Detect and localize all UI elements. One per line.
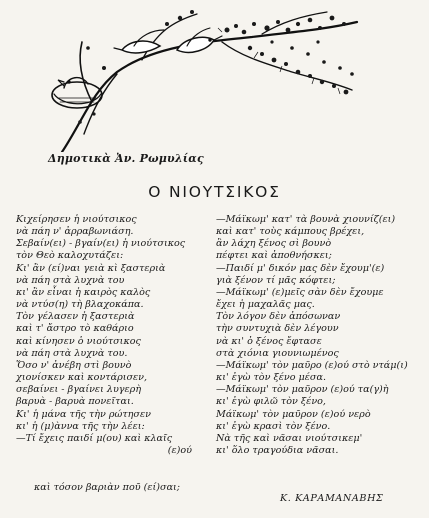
- poem-line: κι' ὅλο τραγούδια νᾶσαι.: [216, 444, 339, 456]
- poem-line: —Παιδί μ' δικόν μας δὲν ἔχουμ'(ε): [216, 262, 385, 274]
- poem-line: τὴν συντυχιὰ δὲν λέγουν: [216, 323, 339, 335]
- poem-line: νὰ πάη στὰ λυχνὰ του.: [16, 347, 128, 359]
- poem-left-column: [16, 214, 216, 457]
- poem-line: χιονίσκεν καὶ κοντάρισεν,: [16, 372, 148, 384]
- poem-line: —Μάϊκωμ' τὸν μαῦρον (ε)ού τα(γ)ὴ: [216, 384, 389, 396]
- poem-line: Ὅσο ν' ἀνέβη στὶ βουνὸ: [16, 359, 132, 371]
- poem-line: Νὰ τῆς καὶ νᾶσαι νιούτσικεμ': [216, 432, 363, 444]
- poem-line: κι' ἡ (μ)ὰννα τῆς τὴν λέει:: [16, 420, 145, 432]
- poem-line: ἂν λάχη ξένος σὶ βουνὸ: [216, 238, 332, 250]
- poem-line: βαρυὰ - βαρυὰ πονεῖται.: [16, 396, 134, 408]
- poem-line: νὰ πάη ν' ἀρραβωνιάση.: [16, 226, 134, 238]
- author-signature: Κ. ΚΑΡΑΜΑΝΑΒΗΣ: [280, 493, 384, 504]
- poem-line: καὶ κατ' τοὺς κάμπους βρέχει,: [216, 226, 365, 238]
- poem-line: Κι' ἡ μάνα τῆς τὴν ρώτησεν: [16, 408, 151, 420]
- poem-line: —Τί ἔχεις παιδί μ(ου) καὶ κλαῖς: [16, 432, 173, 444]
- poem-line: Μάϊκωμ' τὸν μαῦρον (ε)ού νερὸ: [216, 408, 371, 420]
- poem-line: κι' ἐγὼ κρασὶ τὸν ξένο.: [216, 420, 331, 432]
- poem-line: σεβαίνει - βγαίνει λυγερὴ: [16, 384, 142, 396]
- poem-line: κι' ἂν εἶναι ἡ καιρὸς καλὸς: [16, 286, 151, 298]
- poem-last-line: καὶ τόσον βαριὰν ποῦ (εί)σαι;: [34, 482, 181, 493]
- poem-title: Ο ΝΙΟΥΤΣΙΚΟΣ: [148, 183, 281, 201]
- poem-line: γιὰ ξένον τί μᾶς κόφτει;: [216, 274, 336, 286]
- poem-line: Κιχείρησεν ἡ νιούτσικος: [16, 214, 137, 225]
- poem-line: —Μάϊκωμ' κατ' τὰ βουνὰ χιουνίζ(ει): [216, 214, 396, 225]
- poem-right-column: [216, 214, 426, 457]
- poem-line: καὶ τ' ἄστρο τὸ καθάριο: [16, 323, 134, 335]
- poem-line: —Μάϊκωμ' (ε)μεῖς σὰν δὲν ἔχουμε: [216, 286, 384, 298]
- poem-line: Τὸν λόγον δὲν ἀπόσωναν: [216, 311, 341, 323]
- poem-line: νὰ ντύσ(η) τὴ βλαχοκάπα.: [16, 299, 144, 311]
- poem-line-continuation: (ε)ού: [167, 444, 192, 456]
- poem-line: ἔχει ἡ μαχαλᾶς μας.: [216, 299, 315, 311]
- poem-line: κι' ἐγὼ τὸν ξένο μέσα.: [216, 372, 327, 384]
- birds-on-branch-illustration: [22, 2, 367, 152]
- poem-line: νὰ πάη στὰ λυχνὰ του: [16, 274, 125, 286]
- poem-line: τὸν Θεὸ καλοχυτάζει:: [16, 250, 124, 262]
- poem-line: καὶ κίνησεν ὁ νιούτσικος: [16, 335, 141, 347]
- poem-line: νὰ κι' ὁ ξένος ἔφτασε: [216, 335, 322, 347]
- poem-line: —Μάϊκωμ' τὸν μαῦρο (ε)ού στὸ ντάμ(ι): [216, 359, 408, 371]
- poem-line: Κι' ἂν (εί)ναι γειὰ κὶ ξαστεριὰ: [16, 262, 166, 274]
- section-caption: Δημοτικὰ Ἀν. Ρωμυλίας: [48, 152, 204, 165]
- poem-line: πέφτει καὶ ἀποθνήσκει;: [216, 250, 332, 262]
- poem-line: κι' ἐγὼ φιλῶ τὸν ξένο,: [216, 396, 326, 408]
- poem-line: Σεβαίν(ει) - βγαίν(ει) ἡ νιούτσικος: [16, 238, 186, 250]
- poem-line: Τὸν γέλασεν ἡ ξαστεριὰ: [16, 311, 135, 323]
- poem-line: στὰ χιόνια γιουνιωμένος: [216, 347, 339, 359]
